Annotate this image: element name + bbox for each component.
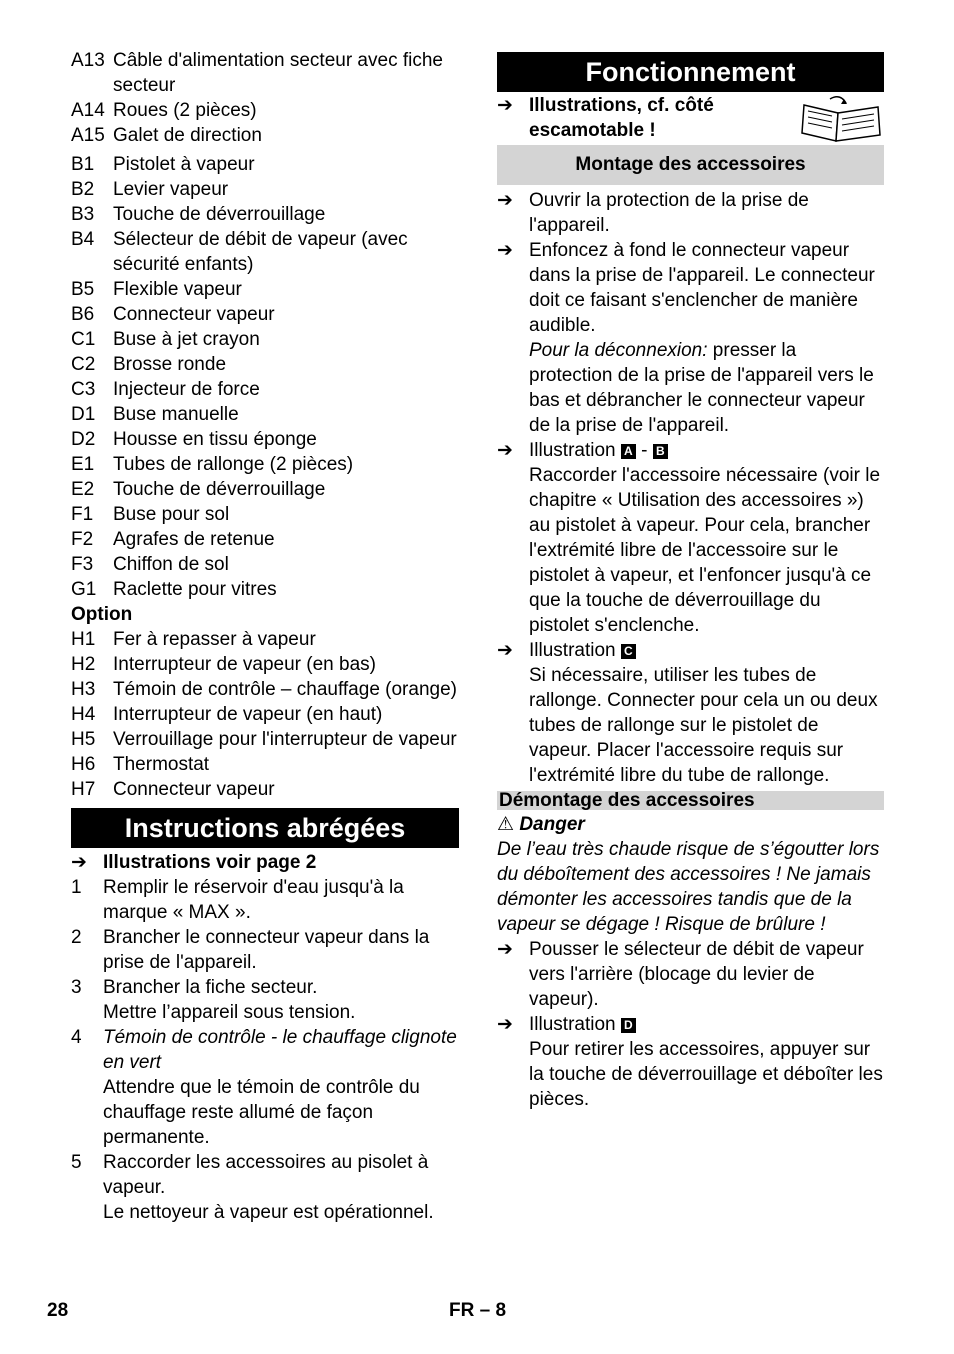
instruction-step: ➔ Illustration A - B Raccorder l'accessoire nécessaire (voir le chapitre « Utilisation des accessoires ») au pistolet à vapeur. Pour cela, brancher l'extrémité libre de l'accessoire sur le pistolet à vapeur, et l'enfoncer jusqu'à ce que la touche de déverrouillage du pistolet s'enclenche. <box>497 440 881 636</box>
quick-step: 5 Raccorder les accessoires au pisolet à vapeur. Le nettoyeur à vapeur est opérationnel. <box>71 1152 434 1223</box>
legend-item: D1 Buse manuelle <box>71 404 239 425</box>
quick-instructions-heading: Instructions abrégées <box>71 808 459 848</box>
danger-text: De l’eau très chaude risque de s’égoutter lors du déboîtement des accessoires ! Ne jamais démonter les accessoires tandis que de la vapeur se dégage ! Risque de brûlure ! <box>497 839 880 935</box>
legend-item: B5 Flexible vapeur <box>71 279 242 300</box>
demounting-subheading: Démontage des accessoires <box>497 791 884 810</box>
legend-item: H1 Fer à repasser à vapeur <box>71 629 316 650</box>
legend-item: B6 Connecteur vapeur <box>71 304 275 325</box>
page-number: 28 <box>47 1300 69 1321</box>
legend-item: B3 Touche de déverrouillage <box>71 204 326 225</box>
fold-out-note: ➔ Illustrations, cf. côté escamotable ! <box>497 93 884 143</box>
legend-item: A13 Câble d'alimentation secteur avec fiche secteur <box>71 50 443 96</box>
instruction-step: ➔ Ouvrir la protection de la prise de l'appareil. <box>497 190 809 236</box>
instruction-step: ➔ Illustration D Pour retirer les accessoires, appuyer sur la touche de déverrouillage et déboîter les pièces. <box>497 1014 883 1110</box>
legend-item: F1 Buse pour sol <box>71 504 230 525</box>
legend-item: C1 Buse à jet crayon <box>71 329 260 350</box>
instruction-step: ➔ Enfoncez à fond le connecteur vapeur dans la prise de l'appareil. Le connecteur doit ce faisant s'enclencher de manière audible. Pour la déconnexion: presser la protection de la prise de l'appareil vers le bas et débrancher le connecteur vapeur de la prise de l'appareil. <box>497 240 875 436</box>
figure-a-badge: A <box>621 444 636 459</box>
operation-heading: Fonctionnement <box>497 52 884 92</box>
legend-item: B4 Sélecteur de débit de vapeur (avec sécurité enfants) <box>71 229 408 275</box>
quick-step: 3 Brancher la fiche secteur. Mettre l’appareil sous tension. <box>71 977 356 1023</box>
legend-item: H6 Thermostat <box>71 754 210 775</box>
arrow-right-icon: ➔ <box>497 1014 513 1035</box>
warning-triangle-icon: ⚠ <box>497 814 515 835</box>
quick-step: 4 Témoin de contrôle - le chauffage clignote en vert Attendre que le témoin de contrôle du chauffage reste allumé de façon permanente. <box>71 1027 457 1148</box>
arrow-right-icon: ➔ <box>497 190 513 211</box>
arrow-right-icon: ➔ <box>497 95 513 116</box>
option-label: Option <box>71 604 133 625</box>
legend-item: C3 Injecteur de force <box>71 379 260 400</box>
legend-item: G1 Raclette pour vitres <box>71 579 277 600</box>
fold-out-book-icon <box>800 93 882 143</box>
quick-step: 2 Brancher le connecteur vapeur dans la prise de l'appareil. <box>71 927 430 973</box>
legend-item: F2 Agrafes de retenue <box>71 529 275 550</box>
legend-list-a <box>71 48 459 148</box>
legend-item: C2 Brosse ronde <box>71 354 227 375</box>
arrow-right-icon: ➔ <box>497 640 513 661</box>
quick-step: 1 Remplir le réservoir d'eau jusqu'à la marque « MAX ». <box>71 877 404 923</box>
section-page-label: FR – 8 <box>449 1300 507 1321</box>
legend-list-h <box>71 627 459 802</box>
instruction-step: ➔ Pousser le sélecteur de débit de vapeur vers l'arrière (blocage du levier de vapeur). <box>497 939 864 1010</box>
arrow-right-icon: ➔ <box>497 440 513 461</box>
right-column <box>497 48 884 1112</box>
arrow-right-icon: ➔ <box>71 852 87 873</box>
instruction-step: ➔ Illustration C Si nécessaire, utiliser les tubes de rallonge. Connecter pour cela un ou deux tubes de rallonge sur le pistolet de vapeur. Placer l'accessoire requis sur l'extrémité libre du tube de rallonge. <box>497 640 878 786</box>
legend-item: H4 Interrupteur de vapeur (en haut) <box>71 704 383 725</box>
arrow-right-icon: ➔ <box>497 939 513 960</box>
figure-d-badge: D <box>621 1018 636 1033</box>
legend-item: H5 Verrouillage pour l'interrupteur de vapeur <box>71 729 457 750</box>
legend-item: A14 Roues (2 pièces) <box>71 100 257 121</box>
legend-item: H3 Témoin de contrôle – chauffage (orange) <box>71 679 457 700</box>
illustration-note: ➔ Illustrations voir page 2 <box>71 852 317 873</box>
legend-list-b <box>71 152 459 602</box>
legend-item: H7 Connecteur vapeur <box>71 779 275 800</box>
figure-c-badge: C <box>621 644 636 659</box>
figure-b-badge: B <box>653 444 668 459</box>
legend-item: E1 Tubes de rallonge (2 pièces) <box>71 454 354 475</box>
arrow-right-icon: ➔ <box>497 240 513 261</box>
legend-item: B2 Levier vapeur <box>71 179 229 200</box>
legend-item: E2 Touche de déverrouillage <box>71 479 326 500</box>
legend-item: D2 Housse en tissu éponge <box>71 429 317 450</box>
mounting-subheading: Montage des accessoires <box>497 145 884 185</box>
legend-item: H2 Interrupteur de vapeur (en bas) <box>71 654 376 675</box>
legend-item: A15 Galet de direction <box>71 125 262 146</box>
legend-item: F3 Chiffon de sol <box>71 554 229 575</box>
left-column <box>71 48 459 1225</box>
legend-item: B1 Pistolet à vapeur <box>71 154 255 175</box>
danger-label: ⚠ Danger <box>497 814 585 835</box>
